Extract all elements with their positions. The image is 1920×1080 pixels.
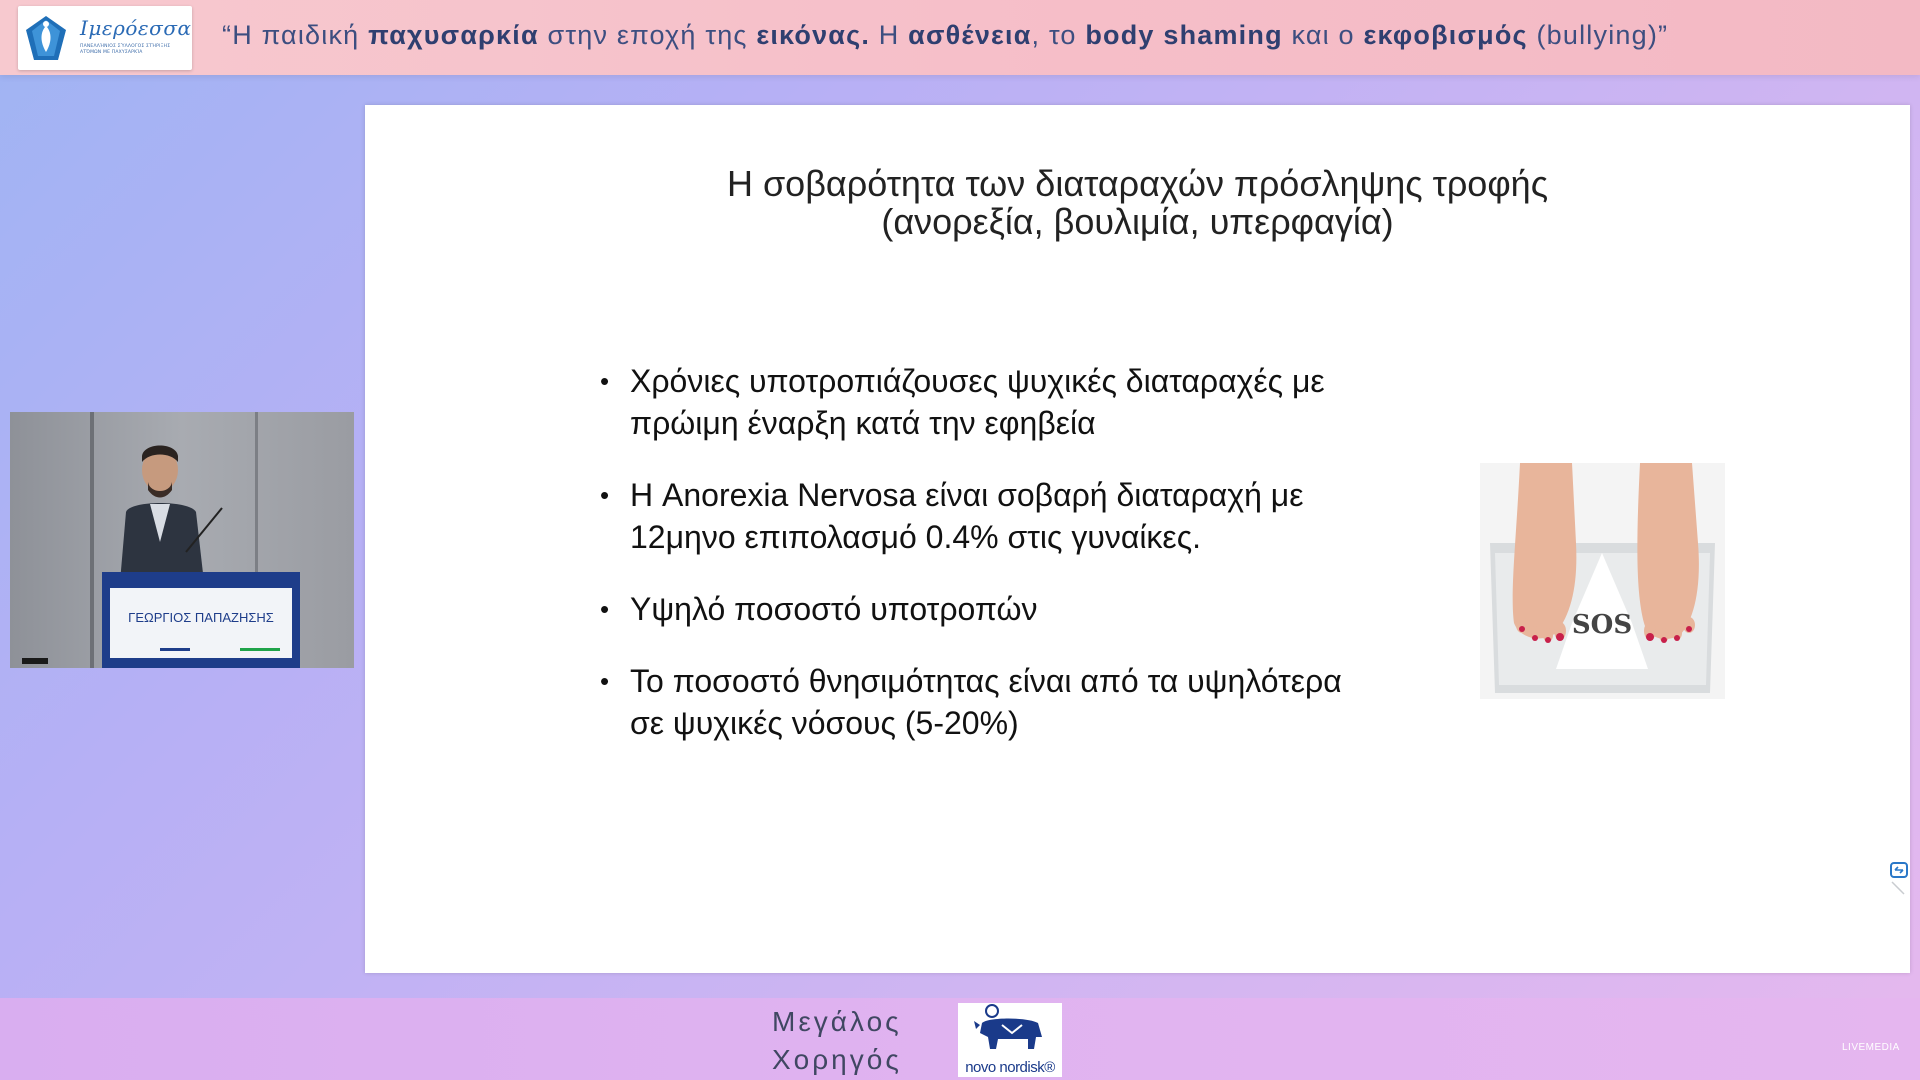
bullet-item [600, 660, 1460, 744]
slide-title-line-2: (ανορεξία, βουλιμία, υπερφαγία) [881, 201, 1394, 242]
title-segment: εικόνας. [756, 20, 871, 50]
title-segment: εκφοβισμός [1363, 20, 1528, 50]
title-segment: και ο [1282, 20, 1364, 50]
bullet-item [600, 588, 1460, 630]
speaker-scene [10, 412, 354, 668]
bullet-line: 12μηνο επιπολασμό 0.4% στις γυναίκες. [630, 519, 1201, 555]
title-segment: στην εποχή της [538, 20, 757, 50]
logo-name: Ιμερόεσσα [80, 16, 192, 40]
sponsor-logo-text: novo nordisk® [965, 1059, 1055, 1076]
bullet-line: • Η Anorexia Nervosa είναι σοβαρή διαταραχή με [630, 477, 1304, 513]
organization-logo [18, 6, 192, 70]
title-segment: Η [870, 20, 909, 50]
bullet-line: • Χρόνιες υποτροπιάζουσες ψυχικές διαταραχές με [630, 363, 1325, 399]
imeroessa-logo-icon [26, 16, 66, 60]
scale-sos-label: SOS [1571, 610, 1633, 640]
bullet-line: • Το ποσοστό θνησιμότητας είναι από τα υψηλότερα [630, 663, 1342, 699]
title-segment: ασθένεια [908, 20, 1032, 50]
bullet-item [600, 360, 1460, 444]
scale-feet-image [1480, 463, 1725, 699]
top-banner [0, 0, 1920, 75]
apis-bull-icon [958, 1003, 1062, 1061]
logo-subtitle: ΠΑΝΕΛΛΉΝΙΟΣ ΣΎΛΛΟΓΟΣ ΣΤΉΡΙΞΗΣ ΑΤΌΜΩΝ ΜΕ ΠΑΧΥΣΑΡΚΊΑ [80, 44, 171, 55]
title-segment: παχυσαρκία [368, 20, 539, 50]
bullet-line: • Υψηλό ποσοστό υποτροπών [630, 591, 1038, 627]
slide-side-icon[interactable] [1890, 862, 1908, 896]
title-segment: , το [1031, 20, 1086, 50]
event-title [222, 20, 1668, 51]
title-segment: body shaming [1085, 20, 1283, 50]
bullet-item [600, 474, 1460, 558]
title-segment: “Η παιδική [222, 20, 369, 50]
title-segment: (bullying)” [1527, 20, 1669, 50]
sponsor-label-line-2: Χορηγός [772, 1044, 902, 1075]
speaker-video-feed [10, 412, 354, 668]
slide-title [365, 165, 1910, 241]
sponsor-logo [958, 1003, 1062, 1077]
podium-name: ΓΕΩΡΓΙΟΣ ΠΑΠΑΖΗΣΗΣ [128, 610, 274, 625]
presentation-slide [365, 105, 1910, 973]
bullet-line: πρώιμη έναρξη κατά την εφηβεία [630, 405, 1096, 441]
slide-title-line-1: Η σοβαρότητα των διαταραχών πρόσληψης τροφής [726, 163, 1549, 204]
sponsor-label [772, 1003, 902, 1079]
sponsor-label-line-1: Μεγάλος [772, 1006, 902, 1037]
bullet-list [600, 360, 1460, 774]
bullet-line: σε ψυχικές νόσους (5-20%) [630, 705, 1019, 741]
broadcaster-watermark: LIVEMEDIA [1842, 1042, 1900, 1053]
